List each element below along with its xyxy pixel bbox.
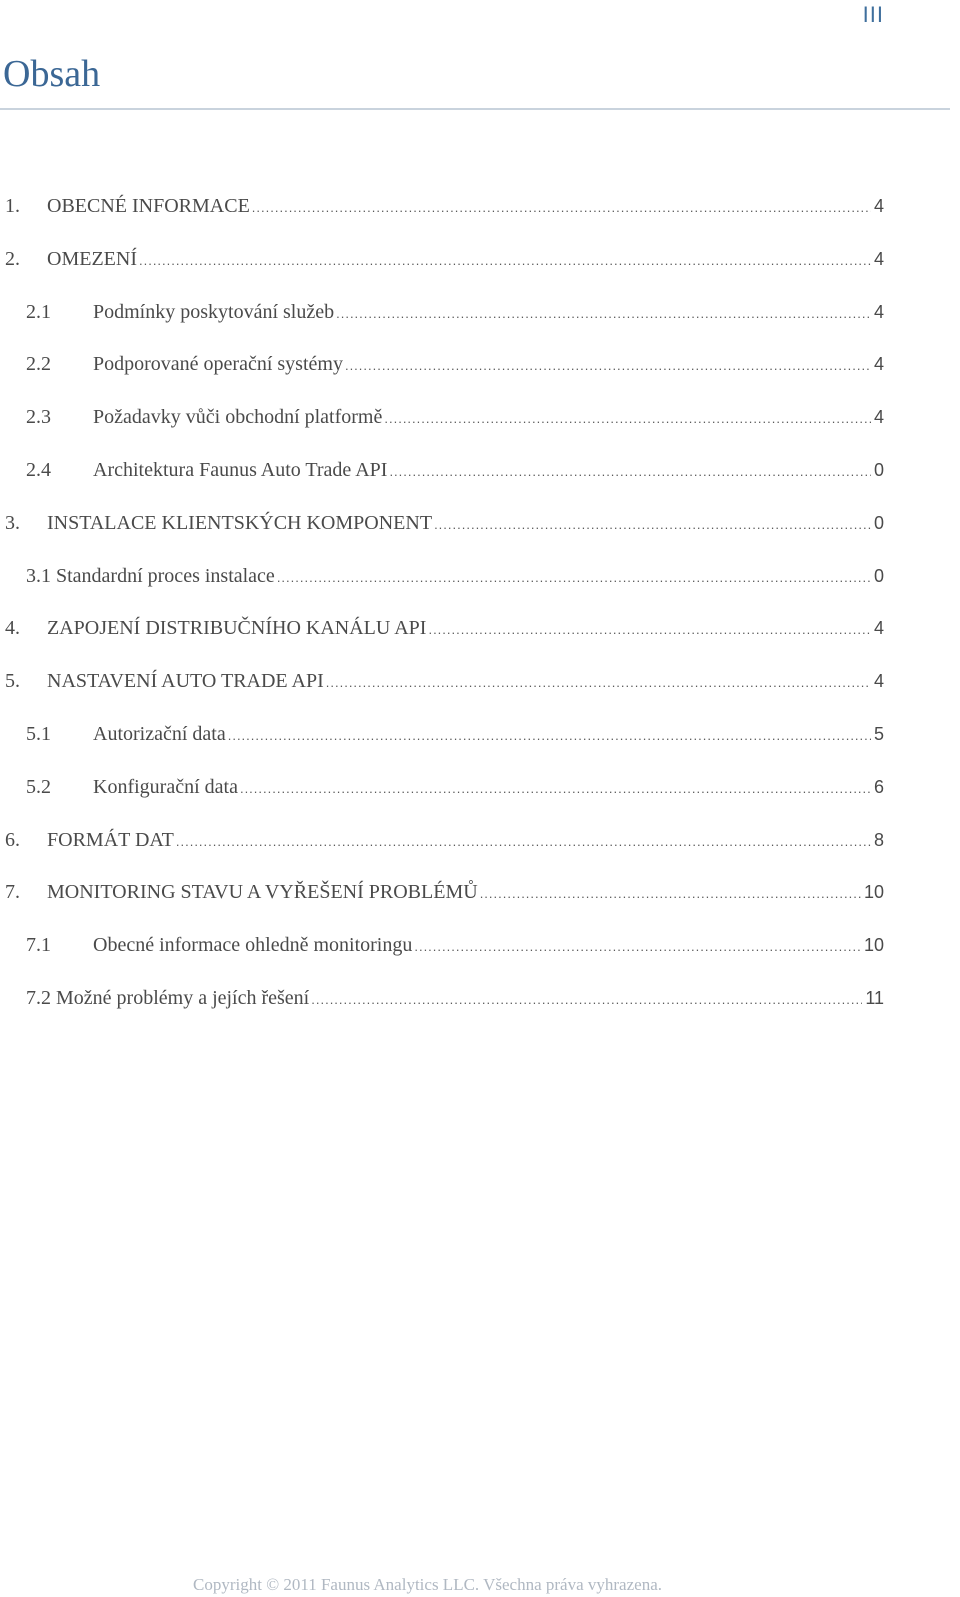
toc-entry[interactable] — [0, 718, 884, 771]
page-number: III — [862, 2, 884, 27]
toc-number: 7.1 — [26, 934, 51, 957]
toc-title: Autorizační data — [93, 722, 226, 745]
toc-number: 5.2 — [26, 775, 51, 798]
toc-page-number: 5 — [873, 723, 884, 744]
toc-leader-dots — [414, 930, 861, 963]
toc-page-number: 4 — [873, 618, 884, 639]
toc-entry[interactable] — [0, 876, 884, 929]
toc-leader-dots — [311, 983, 862, 1016]
toc-title: Architektura Faunus Auto Trade API — [93, 458, 388, 481]
toc-title: Podmínky poskytování služeb — [93, 300, 335, 323]
toc-number: 7. — [5, 881, 20, 904]
toc-entry[interactable] — [0, 612, 884, 665]
toc-title: Požadavky vůči obchodní platformě — [93, 406, 383, 429]
toc-number: 2.2 — [26, 353, 51, 376]
toc-number: 2.3 — [26, 406, 51, 429]
toc-page-number: 11 — [865, 987, 884, 1008]
toc-page-number: 4 — [873, 354, 884, 375]
toc-leader-dots — [326, 666, 871, 699]
toc-page-number: 10 — [863, 882, 884, 903]
toc-number: 3. — [5, 511, 20, 534]
toc-entry[interactable] — [0, 348, 884, 401]
toc-page-number: 0 — [873, 565, 884, 586]
toc-entry[interactable] — [0, 824, 884, 877]
toc-page-number: 4 — [873, 301, 884, 322]
toc-entry[interactable] — [0, 507, 884, 560]
toc-leader-dots — [345, 349, 871, 382]
toc-leader-dots — [428, 613, 871, 646]
toc-page-number: 0 — [873, 459, 884, 480]
toc-page-number: 10 — [863, 935, 884, 956]
toc-number: 7.2 — [26, 986, 51, 1009]
toc-leader-dots — [228, 719, 871, 752]
page-title: Obsah — [3, 53, 101, 95]
toc-title: OBECNÉ INFORMACE — [47, 195, 250, 217]
toc-title: Standardní proces instalace — [56, 564, 275, 587]
toc-title: ZAPOJENÍ DISTRIBUČNÍHO KANÁLU API — [47, 617, 427, 640]
toc-entry[interactable] — [0, 771, 884, 824]
toc-entry[interactable] — [0, 560, 884, 613]
toc-entry[interactable] — [0, 929, 884, 982]
toc-number: 2. — [5, 247, 20, 270]
toc-page-number: 4 — [873, 671, 884, 692]
toc-number: 2.4 — [26, 458, 51, 481]
toc-entry[interactable] — [0, 665, 884, 718]
toc-leader-dots — [240, 772, 871, 805]
toc-number: 5. — [5, 670, 20, 693]
toc-title: Podporované operační systémy — [93, 353, 343, 376]
toc-title: FORMÁT DAT — [47, 828, 174, 851]
toc-entry[interactable] — [0, 243, 884, 296]
toc-page-number: 4 — [873, 248, 884, 269]
toc-page-number: 8 — [873, 829, 884, 850]
heading-divider — [0, 108, 950, 110]
toc-page-number: 0 — [873, 512, 884, 533]
toc-leader-dots — [384, 402, 871, 435]
toc-number: 1. — [5, 195, 20, 217]
toc-leader-dots — [252, 191, 871, 224]
toc-number: 5.1 — [26, 722, 51, 745]
toc-entry[interactable] — [0, 296, 884, 349]
toc-number: 6. — [5, 828, 20, 851]
copyright-footer: Copyright © 2011 Faunus Analytics LLC. Všechna práva vyhrazena. — [193, 1575, 662, 1594]
toc-entry[interactable] — [0, 401, 884, 454]
toc-title: INSTALACE KLIENTSKÝCH KOMPONENT — [47, 511, 433, 534]
toc-leader-dots — [480, 877, 861, 910]
toc-title: Možné problémy a jejích řešení — [56, 986, 310, 1009]
toc-leader-dots — [389, 455, 871, 488]
toc-leader-dots — [176, 825, 871, 858]
toc-title: OMEZENÍ — [47, 247, 137, 270]
toc-title: Konfigurační data — [93, 775, 238, 798]
toc-title: NASTAVENÍ AUTO TRADE API — [47, 670, 324, 693]
toc-page-number: 4 — [873, 196, 884, 216]
toc-entry[interactable] — [0, 190, 884, 243]
toc-title: Obecné informace ohledně monitoringu — [93, 934, 413, 957]
toc-title: MONITORING STAVU A VYŘEŠENÍ PROBLÉMŮ — [47, 881, 478, 904]
toc-leader-dots — [139, 244, 871, 277]
toc-entry[interactable] — [0, 982, 884, 1035]
toc-leader-dots — [277, 561, 871, 594]
toc-number: 3.1 — [26, 564, 51, 587]
toc-number: 2.1 — [26, 300, 51, 323]
toc-number: 4. — [5, 617, 20, 640]
toc-entry[interactable] — [0, 454, 884, 507]
toc-page-number: 4 — [873, 407, 884, 428]
toc-leader-dots — [336, 297, 871, 330]
toc-page-number: 6 — [873, 776, 884, 797]
table-of-contents — [0, 190, 884, 1035]
toc-leader-dots — [434, 508, 871, 541]
